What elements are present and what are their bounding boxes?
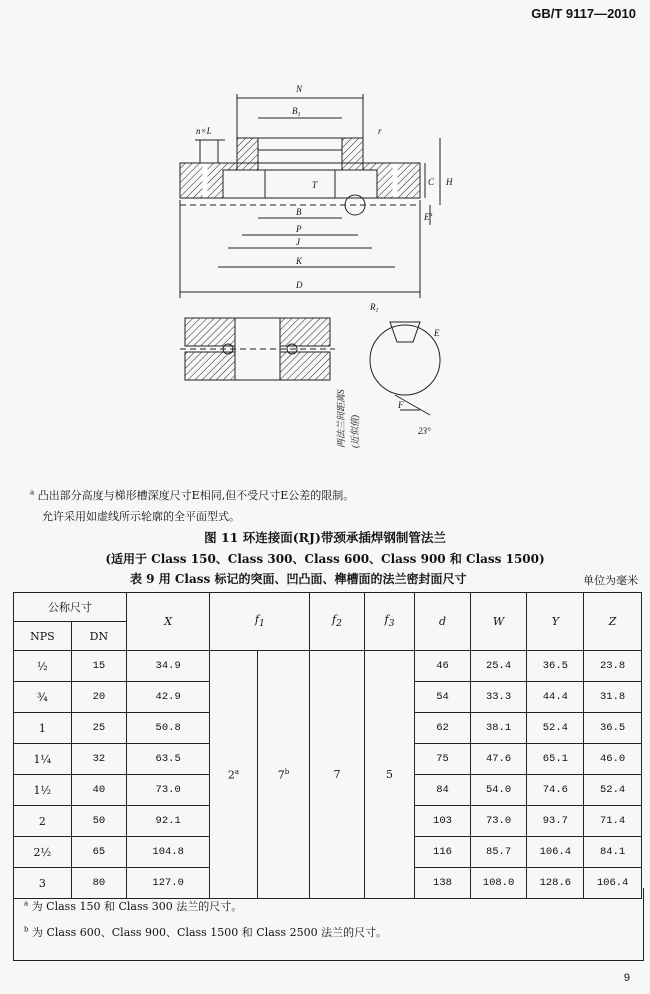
cell-z: 84.1 xyxy=(584,837,642,868)
cell-x: 63.5 xyxy=(127,744,210,775)
cell-w: 33.3 xyxy=(470,682,527,713)
cell-dn: 20 xyxy=(71,682,126,713)
cell-x: 127.0 xyxy=(127,868,210,899)
header-f3: $f_3$ xyxy=(364,593,415,651)
dim-label-P: P xyxy=(296,224,302,234)
dim-label-N: N xyxy=(296,84,303,94)
cell-w: 108.0 xyxy=(470,868,527,899)
side-note-distance: 两法兰间距离S xyxy=(336,389,346,448)
dim-label-C: C xyxy=(428,177,435,187)
cell-z: 106.4 xyxy=(584,868,642,899)
header-w: W xyxy=(470,593,527,651)
cell-nps: 2½ xyxy=(14,837,72,868)
cell-z: 23.8 xyxy=(584,651,642,682)
cell-x: 34.9 xyxy=(127,651,210,682)
dim-label-J: J xyxy=(296,237,300,247)
table-footnotes xyxy=(13,888,644,961)
table-row xyxy=(14,651,642,682)
cell-d: 116 xyxy=(415,837,470,868)
cell-dn: 65 xyxy=(71,837,126,868)
page-number: 9 xyxy=(623,972,630,984)
side-note-approx: (近似值) xyxy=(350,415,360,448)
cell-y: 65.1 xyxy=(527,744,584,775)
dim-label-R1: $R_1$ xyxy=(370,302,379,314)
note-a: $^a$ 凸出部分高度与梯形槽深度尺寸E相同,但不受尺寸E公差的限制。 xyxy=(30,488,355,502)
header-dn: DN xyxy=(71,622,126,651)
dim-label-F: F xyxy=(398,400,404,410)
cell-nps: ¾ xyxy=(14,682,72,713)
cell-nps: 1½ xyxy=(14,775,72,806)
cell-w: 85.7 xyxy=(470,837,527,868)
cell-f2: 7 xyxy=(310,651,364,899)
cell-d: 46 xyxy=(415,651,470,682)
cell-nps: 2 xyxy=(14,806,72,837)
cell-dn: 15 xyxy=(71,651,126,682)
dim-label-r: r xyxy=(378,126,382,136)
cell-w: 25.4 xyxy=(470,651,527,682)
cell-z: 52.4 xyxy=(584,775,642,806)
cell-dn: 50 xyxy=(71,806,126,837)
cell-d: 103 xyxy=(415,806,470,837)
dim-label-H: H xyxy=(446,177,453,187)
cell-dn: 80 xyxy=(71,868,126,899)
cell-z: 36.5 xyxy=(584,713,642,744)
note-b: 允许采用如虚线所示轮廓的全平面型式。 xyxy=(42,510,240,523)
dim-label-B: B xyxy=(296,207,302,217)
cell-x: 73.0 xyxy=(127,775,210,806)
dimensions-table xyxy=(13,592,642,899)
cell-dn: 32 xyxy=(71,744,126,775)
flange-technical-drawing xyxy=(0,30,650,485)
cell-dn: 40 xyxy=(71,775,126,806)
cell-dn: 25 xyxy=(71,713,126,744)
dim-label-angle: 23° xyxy=(418,426,431,436)
cell-nps: ½ xyxy=(14,651,72,682)
table-unit: 单位为毫米 xyxy=(583,574,638,587)
dim-label-B1: $B_1$ xyxy=(292,106,301,118)
cell-f1-b: 7$^b$ xyxy=(257,651,310,899)
cell-z: 71.4 xyxy=(584,806,642,837)
cell-y: 128.6 xyxy=(527,868,584,899)
cell-w: 47.6 xyxy=(470,744,527,775)
header-nps: NPS xyxy=(14,622,72,651)
cell-y: 106.4 xyxy=(527,837,584,868)
cell-y: 36.5 xyxy=(527,651,584,682)
cell-f1-a: 2$^a$ xyxy=(210,651,257,899)
standard-number: GB/T 9117—2010 xyxy=(531,6,636,21)
header-d: d xyxy=(415,593,470,651)
cell-x: 42.9 xyxy=(127,682,210,713)
dim-label-E: $E^a$ xyxy=(424,212,433,222)
figure-caption: 图 11 环连接面(RJ)带颈承插焊钢制管法兰 xyxy=(204,530,446,545)
cell-w: 54.0 xyxy=(470,775,527,806)
header-f2: $f_2$ xyxy=(310,593,364,651)
figure-subcaption: (适用于 Class 150、Class 300、Class 600、Class 900 和 Class 1500) xyxy=(105,552,545,566)
cell-x: 104.8 xyxy=(127,837,210,868)
cell-z: 31.8 xyxy=(584,682,642,713)
cell-f3: 5 xyxy=(364,651,415,899)
cell-w: 73.0 xyxy=(470,806,527,837)
header-f1: $f_1$ xyxy=(210,593,310,651)
dim-label-D: D xyxy=(296,280,303,290)
dim-label-T: T xyxy=(312,180,318,190)
cell-x: 92.1 xyxy=(127,806,210,837)
cell-d: 138 xyxy=(415,868,470,899)
cell-y: 52.4 xyxy=(527,713,584,744)
footnote-a: $^a$ 为 Class 150 和 Class 300 法兰的尺寸。 xyxy=(24,899,243,913)
header-y: Y xyxy=(527,593,584,651)
cell-d: 84 xyxy=(415,775,470,806)
cell-d: 75 xyxy=(415,744,470,775)
header-nominal: 公称尺寸 xyxy=(14,593,127,622)
header-z: Z xyxy=(584,593,642,651)
dim-label-K: K xyxy=(296,256,303,266)
cell-z: 46.0 xyxy=(584,744,642,775)
cell-x: 50.8 xyxy=(127,713,210,744)
cell-y: 44.4 xyxy=(527,682,584,713)
cell-y: 93.7 xyxy=(527,806,584,837)
dim-label-E-detail: E xyxy=(434,328,440,338)
cell-w: 38.1 xyxy=(470,713,527,744)
cell-nps: 1 xyxy=(14,713,72,744)
cell-nps: 3 xyxy=(14,868,72,899)
cell-nps: 1¼ xyxy=(14,744,72,775)
footnote-b: $^b$ 为 Class 600、Class 900、Class 1500 和 Class 2500 法兰的尺寸。 xyxy=(24,925,388,939)
cell-y: 74.6 xyxy=(527,775,584,806)
header-x: X xyxy=(127,593,210,651)
table-title: 表 9 用 Class 标记的突面、凹凸面、榫槽面的法兰密封面尺寸 xyxy=(130,572,467,586)
dim-label-nxL: n×L xyxy=(196,126,212,136)
cell-d: 54 xyxy=(415,682,470,713)
cell-d: 62 xyxy=(415,713,470,744)
